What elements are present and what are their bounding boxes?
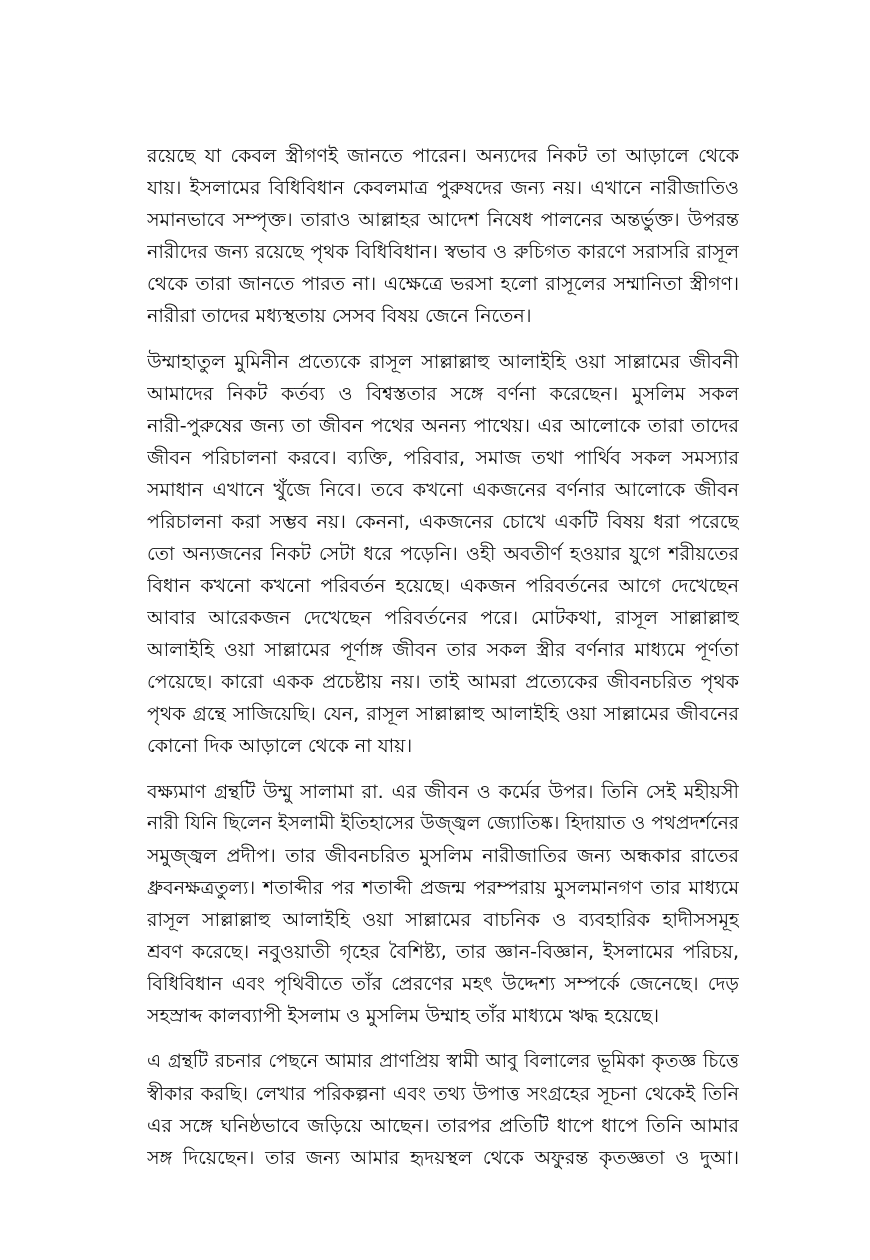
text-line: বক্ষ্যমাণ গ্রন্থটি উম্মু সালামা রা. এর জীবন ও কর্মের উপর। তিনি সেই মহীয়সী — [147, 781, 739, 803]
text-line: তো অন্যজনের নিকট সেটা ধরে পড়েনি। ওহী অবতীর্ণ হওয়ার যুগে শরীয়তের — [147, 543, 739, 565]
text-line: নারীদের জন্য রয়েছে পৃথক বিধিবিধান। স্বভাব ও রুচিগত কারণে সরাসরি রাসূল — [147, 241, 739, 263]
text-line: জীবন পরিচালনা করবে। ব্যক্তি, পরিবার, সমাজ তথা পার্থিব সকল সমস্যার — [147, 447, 739, 469]
text-line: সমাধান এখানে খুঁজে নিবে। তবে কখনো একজনের বর্ণনার আলোকে জীবন — [147, 479, 739, 501]
text-line: রাসূল সাল্লাল্লাহু আলাইহি ওয়া সাল্লামের বাচনিক ও ব্যবহারিক হাদীসসমূহ — [147, 909, 739, 931]
text-line: সমানভাবে সম্পৃক্ত। তারাও আল্লাহর আদেশ নিষেধ পালনের অন্তর্ভুক্ত। উপরন্ত — [147, 209, 739, 231]
text-line: সঙ্গ দিয়েছেন। তার জন্য আমার হৃদয়স্থল থেকে অফুরন্ত কৃতজ্ঞতা ও দুআ। — [147, 1147, 739, 1169]
text-line: সমুজ্জ্বল প্রদীপ। তার জীবনচরিত মুসলিম নারীজাতির জন্য অন্ধকার রাতের — [147, 845, 739, 867]
text-line: বিধান কখনো কখনো পরিবর্তন হয়েছে। একজন পরিবর্তনের আগে দেখেছেন — [147, 575, 739, 597]
text-line: আমাদের নিকট কর্তব্য ও বিশ্বস্ততার সঙ্গে বর্ণনা করেছেন। মুসলিম সকল — [147, 383, 739, 405]
text-line: সহস্রাব্দ কালব্যাপী ইসলাম ও মুসলিম উম্মাহ তাঁর মাধ্যমে ঋদ্ধ হয়েছে। — [147, 1005, 660, 1027]
text-line: উম্মাহাতুল মুমিনীন প্রত্যেকে রাসূল সাল্লাল্লাহু আলাইহি ওয়া সাল্লামের জীবনী — [147, 351, 739, 373]
text-line: এর সঙ্গে ঘনিষ্ঠভাবে জড়িয়ে আছেন। তারপর প্রতিটি ধাপে ধাপে তিনি আমার — [147, 1115, 739, 1137]
paragraph-4 — [147, 1046, 739, 1174]
text-line: আলাইহি ওয়া সাল্লামের পূর্ণাঙ্গ জীবন তার সকল স্ত্রীর বর্ণনার মাধ্যমে পূর্ণতা — [147, 639, 739, 661]
text-line: এ গ্রন্থটি রচনার পেছনে আমার প্রাণপ্রিয় স্বামী আবু বিলালের ভূমিকা কৃতজ্ঞ চিত্তে — [147, 1051, 739, 1072]
text-line: পরিচালনা করা সম্ভব নয়। কেননা, একজনের চোখে একটি বিষয় ধরা পরেছে — [147, 511, 739, 533]
paragraph-1 — [147, 140, 739, 332]
text-line: বিধিবিধান এবং পৃথিবীতে তাঁর প্রেরণের মহৎ উদ্দেশ্য সম্পর্কে জেনেছে। দেড় — [147, 973, 739, 995]
paragraph-2 — [147, 346, 739, 762]
text-line: পৃথক গ্রন্থে সাজিয়েছি। যেন, রাসূল সাল্লাল্লাহু আলাইহি ওয়া সাল্লামের জীবনের — [147, 703, 739, 725]
paragraph-3 — [147, 776, 739, 1032]
text-line: কোনো দিক আড়ালে থেকে না যায়। — [147, 735, 413, 757]
text-line: ধ্রুবনক্ষত্রতুল্য। শতাব্দীর পর শতাব্দী প্রজন্ম পরম্পরায় মুসলমানগণ তার মাধ্যমে — [147, 877, 739, 899]
text-line: শ্রবণ করেছে। নবুওয়াতী গৃহের বৈশিষ্ট্য, তার জ্ঞান-বিজ্ঞান, ইসলামের পরিচয়, — [147, 941, 739, 963]
text-line: নারী যিনি ছিলেন ইসলামী ইতিহাসের উজ্জ্বল জ্যোতিষ্ক। হিদায়াত ও পথপ্রদর্শনের — [147, 813, 739, 834]
body-text — [147, 140, 739, 1188]
text-line: স্বীকার করছি। লেখার পরিকল্পনা এবং তথ্য উপাত্ত সংগ্রহের সূচনা থেকেই তিনি — [147, 1083, 739, 1105]
text-line: থেকে তারা জানতে পারত না। এক্ষেত্রে ভরসা হলো রাসূলের সম্মানিতা স্ত্রীগণ। — [147, 273, 739, 295]
text-line: নারীরা তাদের মধ্যস্থতায় সেসব বিষয় জেনে নিতেন। — [147, 305, 532, 327]
text-line: আবার আরেকজন দেখেছেন পরিবর্তনের পরে। মোটকথা, রাসূল সাল্লাল্লাহু — [147, 607, 739, 629]
text-line: যায়। ইসলামের বিধিবিধান কেবলমাত্র পুরুষদের জন্য নয়। এখানে নারীজাতিও — [147, 177, 739, 199]
text-line: নারী-পুরুষের জন্য তা জীবন পথের অনন্য পাথেয়। এর আলোকে তারা তাদের — [147, 415, 739, 437]
text-line: পেয়েছে। কারো একক প্রচেষ্টায় নয়। তাই আমরা প্রত্যেকের জীবনচরিত পৃথক — [147, 671, 739, 693]
text-line: রয়েছে যা কেবল স্ত্রীগণই জানতে পারেন। অন্যদের নিকট তা আড়ালে থেকে — [147, 145, 739, 167]
